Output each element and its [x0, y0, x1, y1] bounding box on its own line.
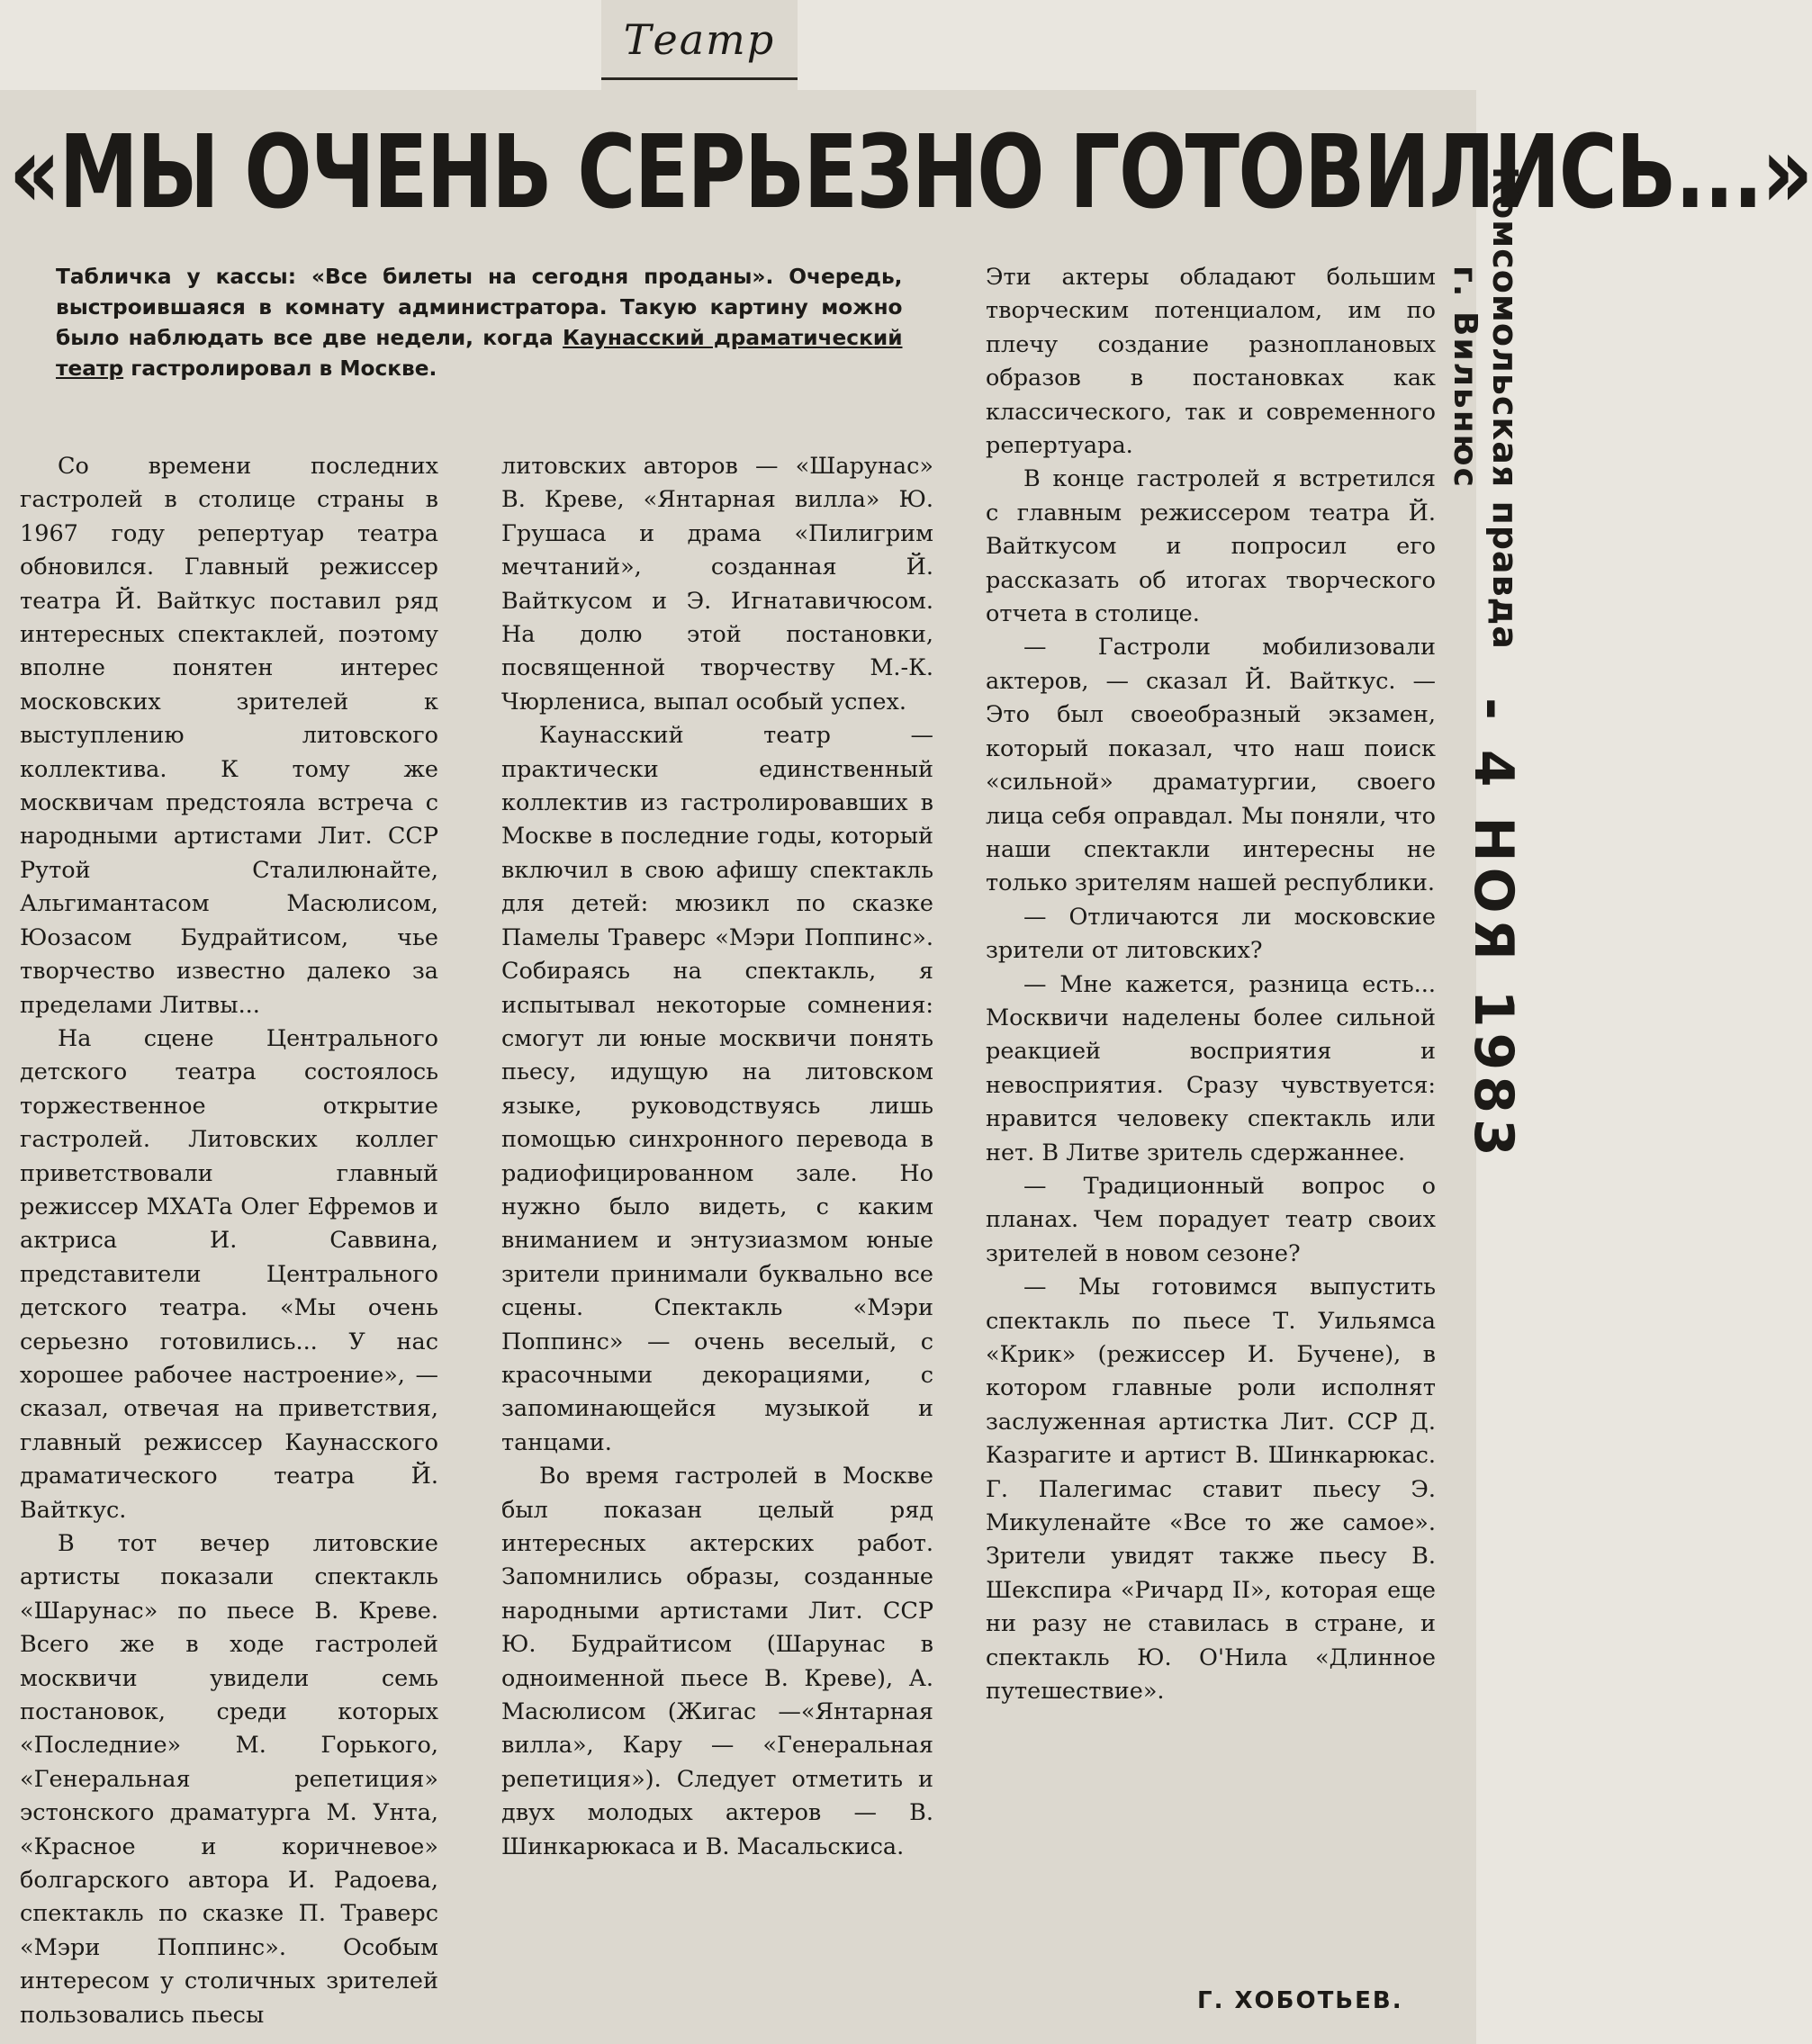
paragraph: — Мы готовимся выпустить спектакль по пьесе Т. Уильямса «Крик» (режиссер И. Бучене), в котором главные роли исполнят заслуженная артистка Лит. ССР Д. Казрагите и артист В. Шинкарюкас. Г. Палегимас ставит пьесу Э. Микуленайте «Все то же самое». Зрители увидят также пьесу В. Шекспира «Ричард II», которая еще ни разу не ставилась в стране, и спектакль Ю. О'Нила «Длинное путешествие». — [986, 1274, 1436, 1706]
archive-stamp — [1420, 167, 1537, 1162]
lead-underlined-text: Каунасский драматический театр — [56, 325, 903, 381]
date-stamp: - 4 НОЯ 1983 — [1462, 698, 1525, 1162]
author-signature: Г. ХОБОТЬЕВ. — [1197, 1987, 1403, 2014]
paragraph: — Традиционный вопрос о планах. Чем порадует театр своих зрителей в новом сезоне? — [986, 1172, 1436, 1267]
paragraph: — Гастроли мобилизовали актеров, — сказал Й. Вайткус. — Это был своеобразный экзамен, который показал, что наш поиск «сильной» драматургии, своего лица себя оправдал. Мы поняли, что наши спектакли интересны не только зрителям нашей республики. — [986, 634, 1436, 897]
paragraph: На сцене Центрального детского театра состоялось торжественное открытие гастролей. Литовских коллег приветствовали главный режиссер МХАТа Олег Ефремов и актриса И. Саввина, представители Центрального детского театра. «Мы очень серьезно готовились... У нас хорошее рабочее настроение», — сказал, отвечая на приветствия, главный режиссер Каунасского драматического театра Й. Вайткус. — [20, 1024, 438, 1524]
lead-paragraph — [56, 261, 903, 383]
lead-text-1: Табличка у кассы: «Все билеты на сегодня проданы». Очередь, выстроившаяся в комнату администратора. Такую картину можно было наблюдать все две недели, когда — [56, 264, 903, 350]
paragraph: В тот вечер литовские артисты показали спектакль «Шарунас» по пьесе В. Креве. Всего же в ходе гастролей москвичи увидели семь постановок, среди которых «Последние» М. Горького, «Генеральная репетиция» эстонского драматурга М. Унта, «Красное и коричневое» болгарского автора И. Радоева, спектакль по сказке П. Траверс «Мэри Поппинс». Особым интересом у столичных зрителей пользовались пьесы — [20, 1530, 438, 2029]
paragraph: — Отличаются ли московские зрители от литовских? — [986, 903, 1436, 965]
paragraph: — Мне кажется, разница есть... Москвичи наделены более сильной реакцией восприятия и невосприятия. Сразу чувствуется: нравится человеку спектакль или нет. В Литве зритель сдержаннее. — [986, 970, 1436, 1166]
text-column-1 — [20, 450, 438, 2032]
article-headline: «МЫ ОЧЕНЬ СЕРЬЕЗНО ГОТОВИЛИСЬ...» — [9, 114, 1812, 231]
paragraph: Во время гастролей в Москве был показан целый ряд интересных актерских работ. Запомнились образы, созданные народными артистами Лит. ССР Ю. Будрайтисом (Шарунас в одноименной пьесе В. Креве), А. Масюлисом (Жигас —«Янтарная вилла», Кару — «Генеральная репетиция»). Следует отметить и двух молодых актеров — В. Шинкарюкаса и В. Масальскиса. — [501, 1463, 933, 1860]
lead-text-2: гастролировал в Москве. — [123, 356, 437, 381]
city-name: г. Вильнюс — [1447, 266, 1483, 490]
paragraph: Со времени последних гастролей в столице страны в 1967 году репертуар театра обновился. Главный режиссер театра Й. Вайткус поставил ряд интересных спектаклей, поэтому вполне понятен интерес московских зрителей к выступлению литовского коллектива. К тому же москвичам предстояла встреча с народными артистами Лит. ССР Рутой Сталилюнайте, Альгимантасом Масюлисом, Юозасом Будрайтисом, чье творчество известно далеко за пределами Литвы... — [20, 453, 438, 1019]
paragraph: Каунасский театр — практически единственный коллектив из гастролировавших в Москве в последние годы, который включил в свою афишу спектакль для детей: мюзикл по сказке Памелы Траверс «Мэри Поппинс». Собираясь на спектакль, я испытывал некоторые сомнения: смогут ли юные москвичи понять пьесу, идущую на литовском языке, руководствуясь лишь помощью синхронного перевода в радиофицированном зале. Но нужно было видеть, с каким вниманием и энтузиазмом юные зрители принимали буквально все сцены. Спектакль «Мэри Поппинс» — очень веселый, с красочными декорациями, с запоминающейся музыкой и танцами. — [501, 722, 933, 1456]
text-column-3 — [986, 261, 1436, 1708]
paragraph: Эти актеры обладают большим творческим потенциалом, им по плечу создание разноплановых образов в постановках как классического, так и современного репертуара. — [986, 264, 1436, 460]
text-column-2 — [501, 450, 933, 1864]
paragraph: литовских авторов — «Шарунас» В. Креве, «Янтарная вилла» Ю. Грушаса и драма «Пилигрим мечтаний», созданная Й. Вайткусом и Э. Игнатавичюсом. На долю этой постановки, посвященной творчеству М.-К. Чюрлениса, выпал особый успех. — [501, 453, 933, 716]
section-rubric: Театр — [623, 15, 776, 64]
newspaper-name: Комсомольская правда — [1485, 167, 1525, 650]
rubric-underline — [601, 77, 798, 80]
paragraph: В конце гастролей я встретился с главным режиссером театра Й. Вайткусом и попросил его рассказать об итогах творческого отчета в столице. — [986, 465, 1436, 628]
